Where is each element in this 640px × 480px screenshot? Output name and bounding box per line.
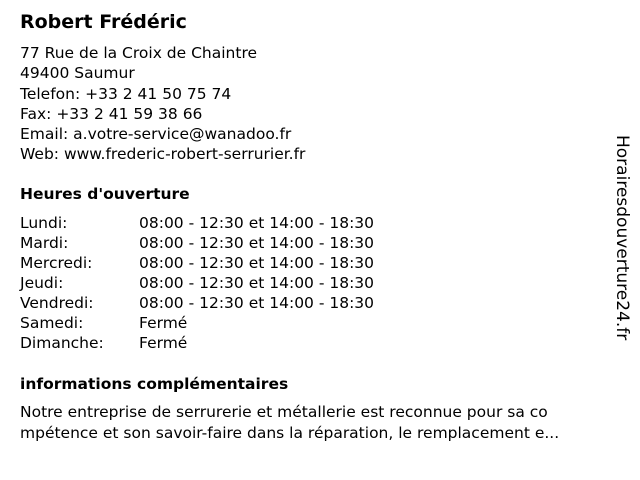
contact-block [20, 43, 305, 165]
info-line-2: mpétence et son savoir-faire dans la réparation, le remplacement e... [20, 424, 560, 442]
day-hours: 08:00 - 12:30 et 14:00 - 18:30 [139, 294, 375, 312]
email-line: Email: a.votre-service@wanadoo.fr [20, 125, 292, 144]
fax-line: Fax: +33 2 41 59 38 66 [20, 104, 203, 123]
day-hours: Fermé [139, 314, 188, 332]
business-name: Robert Frédéric [20, 11, 187, 33]
day-label: Lundi: [20, 214, 68, 232]
day-hours: 08:00 - 12:30 et 14:00 - 18:30 [139, 274, 375, 292]
day-hours: 08:00 - 12:30 et 14:00 - 18:30 [139, 254, 375, 272]
day-label: Jeudi: [20, 274, 64, 292]
day-label: Mercredi: [20, 254, 93, 272]
brand-watermark: Horairesdouverture24.fr [612, 135, 632, 341]
info-description [20, 402, 635, 444]
phone-line: Telefon: +33 2 41 50 75 74 [20, 84, 232, 103]
address-street: 77 Rue de la Croix de Chaintre [20, 44, 258, 62]
day-hours: Fermé [139, 334, 188, 352]
website-line: Web: www.frederic-robert-serrurier.fr [20, 145, 306, 164]
day-label: Mardi: [20, 234, 69, 252]
day-label: Dimanche: [20, 334, 104, 352]
day-hours: 08:00 - 12:30 et 14:00 - 18:30 [139, 214, 375, 232]
info-heading: informations complémentaires [20, 375, 289, 393]
address-city: 49400 Saumur [20, 64, 135, 83]
day-label: Samedi: [20, 314, 84, 332]
day-label: Vendredi: [20, 294, 94, 312]
day-hours: 08:00 - 12:30 et 14:00 - 18:30 [139, 234, 375, 252]
info-line-1: Notre entreprise de serrurerie et métallerie est reconnue pour sa co [20, 403, 548, 421]
hours-heading: Heures d'ouverture [20, 185, 190, 203]
